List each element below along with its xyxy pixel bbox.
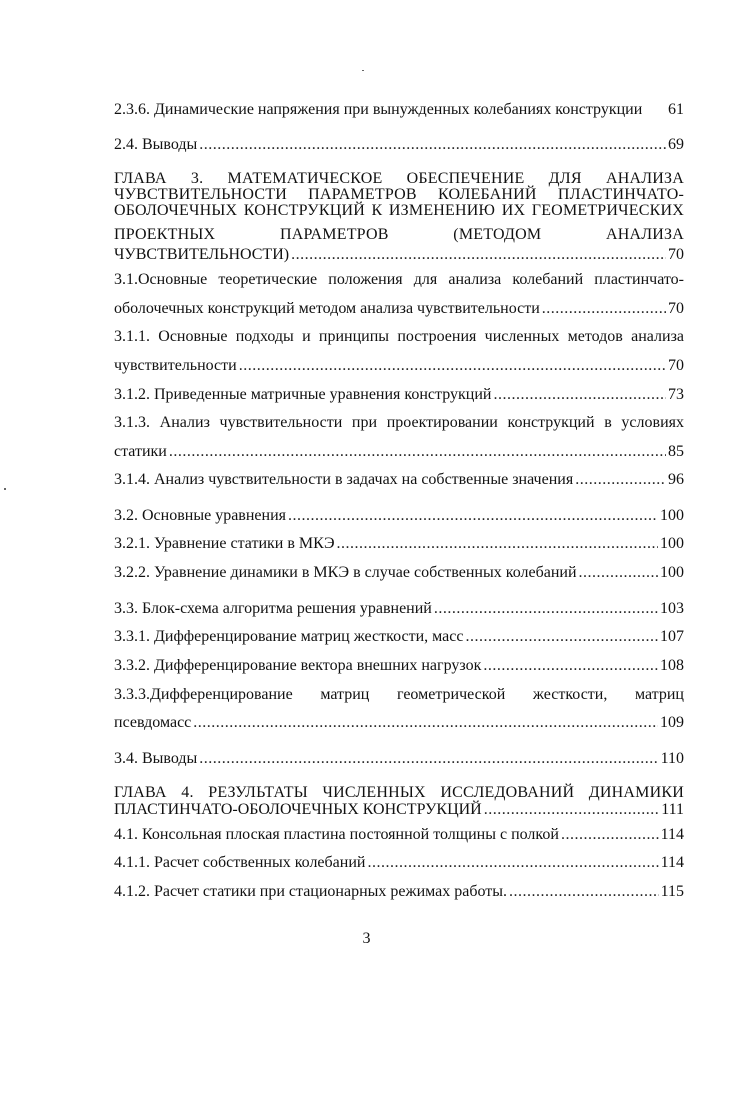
toc-entry-page: 115 (660, 883, 684, 900)
toc-entry-page: 114 (660, 854, 684, 871)
toc-entry-page: 111 (661, 801, 684, 818)
toc-entry-title: ЧУВСТВИТЕЛЬНОСТИ) (114, 246, 290, 263)
scan-speck (4, 488, 6, 490)
toc-entry-title: 2.4. Выводы (114, 136, 198, 153)
toc-entry-page: 70 (668, 357, 684, 374)
toc-entry-title: 3.3.2. Дифференцирование вектора внешних нагрузок (114, 657, 482, 674)
toc-entry (114, 656, 684, 675)
chapter-heading-line: ГЛАВА 3. МАТЕМАТИЧЕСКОЕ ОБЕСПЕЧЕНИЕ ДЛЯ АНАЛИЗА (114, 170, 684, 187)
toc-entry-page: 73 (668, 386, 684, 403)
dot-leader (579, 563, 659, 582)
toc-entry-title: 2.3.6. Динамические напряжения при вынужденных колебаниях конструкции (114, 101, 643, 118)
toc-entry (114, 100, 684, 119)
toc-entry-page: 69 (668, 136, 684, 153)
page-number: 3 (362, 930, 371, 947)
dot-leader (465, 627, 658, 646)
dot-leader (493, 385, 666, 404)
toc-entry-title: 3.4. Выводы (114, 750, 198, 767)
toc-entry (114, 599, 684, 618)
scan-speck (362, 70, 364, 71)
dot-leader (193, 713, 658, 732)
toc-entry (114, 470, 684, 489)
toc-entry-page: 100 (660, 507, 684, 524)
dot-leader (337, 534, 658, 553)
toc-entry-title: чувствительности (114, 357, 237, 374)
toc-entry-title: 4.1. Консольная плоская пластина постоянной толщины с полкой (114, 826, 559, 843)
toc-entry-title: статики (114, 443, 167, 460)
toc-entry (114, 627, 684, 646)
dot-leader (561, 825, 659, 844)
toc-entry-page: 85 (668, 443, 684, 460)
toc-entry (114, 825, 684, 844)
dot-leader (483, 656, 658, 675)
chapter-heading-line: ГЛАВА 4. РЕЗУЛЬТАТЫ ЧИСЛЕННЫХ ИССЛЕДОВАНИЙ ДИНАМИКИ (114, 784, 684, 801)
toc-entry-page: 109 (660, 714, 684, 731)
toc-entry (114, 506, 684, 525)
toc-entry (114, 749, 684, 768)
toc-entry-page: 110 (660, 750, 684, 767)
toc-entry-page: 70 (668, 300, 684, 317)
toc-entry-title: 3.2.1. Уравнение статики в МКЭ (114, 535, 335, 552)
toc-entry (114, 385, 684, 404)
toc-entry (114, 356, 684, 375)
dot-leader (199, 749, 658, 768)
toc-entry-title: 3.3. Блок-схема алгоритма решения уравнений (114, 600, 432, 617)
toc-entry (114, 853, 684, 872)
dot-leader (169, 442, 666, 461)
toc-entry-title: 3.3.3.Дифференцирование матриц геометрической жесткости, матриц (114, 686, 684, 703)
toc-entry (114, 713, 684, 732)
toc-entry-page: 103 (660, 600, 684, 617)
dot-leader (509, 882, 659, 901)
toc-entry (114, 299, 684, 318)
toc-entry-title: 4.1.2. Расчет статики при стационарных режимах работы. (114, 883, 508, 900)
toc-entry-title: 3.1.4. Анализ чувствительности в задачах на собственные значения (114, 471, 574, 488)
toc-entry-page: 70 (668, 246, 684, 263)
toc-entry-page: 108 (660, 657, 684, 674)
dot-leader (239, 356, 666, 375)
toc-entry-title: псевдомасс (114, 714, 192, 731)
toc-entry-page: 114 (660, 826, 684, 843)
toc-entry-title: 3.1.3. Анализ чувствительности при проектировании конструкций в условиях (114, 414, 684, 431)
toc-entry (114, 135, 684, 154)
dot-leader (484, 800, 659, 819)
dot-leader (367, 853, 658, 872)
dot-leader (434, 599, 658, 618)
toc-entry (114, 245, 684, 264)
toc-entry-title: оболочечных конструкций методом анализа чувствительности (114, 300, 540, 317)
toc-entry-page: 61 (668, 101, 684, 118)
toc-entry (114, 534, 684, 553)
dot-leader (542, 299, 666, 318)
toc-entry-title: 3.2.2. Уравнение динамики в МКЭ в случае собственных колебаний (114, 564, 577, 581)
chapter-heading-line: ПРОЕКТНЫХ ПАРАМЕТРОВ (МЕТОДОМ АНАЛИЗА (114, 226, 684, 243)
dot-leader (199, 135, 666, 154)
toc-entry-title: 3.1.1. Основные подходы и принципы построения численных методов анализа (114, 328, 684, 345)
dot-leader (291, 245, 666, 264)
toc-entry-page: 100 (660, 535, 684, 552)
toc-entry (114, 882, 684, 901)
toc-entry-title: 3.1.2. Приведенные матричные уравнения конструкций (114, 386, 492, 403)
toc-entry-page: 100 (660, 564, 684, 581)
toc-entry (114, 563, 684, 582)
toc-entry (114, 800, 684, 819)
toc-entry-title: 3.1.Основные теоретические положения для анализа колебаний пластинчато- (114, 271, 684, 288)
toc-entry-title: 3.3.1. Дифференцирование матриц жесткости, масс (114, 628, 464, 645)
toc-entry (114, 442, 684, 461)
toc-entry-title: 3.2. Основные уравнения (114, 507, 286, 524)
toc-entry-page: 96 (668, 471, 684, 488)
dot-leader (288, 506, 658, 525)
dot-leader (575, 470, 666, 489)
toc-entry-title: ПЛАСТИНЧАТО-ОБОЛОЧЕЧНЫХ КОНСТРУКЦИЙ (114, 801, 482, 818)
chapter-heading-line: ЧУВСТВИТЕЛЬНОСТИ ПАРАМЕТРОВ КОЛЕБАНИЙ ПЛАСТИНЧАТО- (114, 186, 684, 203)
chapter-heading-line: ОБОЛОЧЕЧНЫХ КОНСТРУКЦИЙ К ИЗМЕНЕНИЮ ИХ ГЕОМЕТРИЧЕСКИХ (114, 202, 684, 219)
toc-entry-title: 4.1.1. Расчет собственных колебаний (114, 854, 366, 871)
toc-entry-page: 107 (660, 628, 684, 645)
